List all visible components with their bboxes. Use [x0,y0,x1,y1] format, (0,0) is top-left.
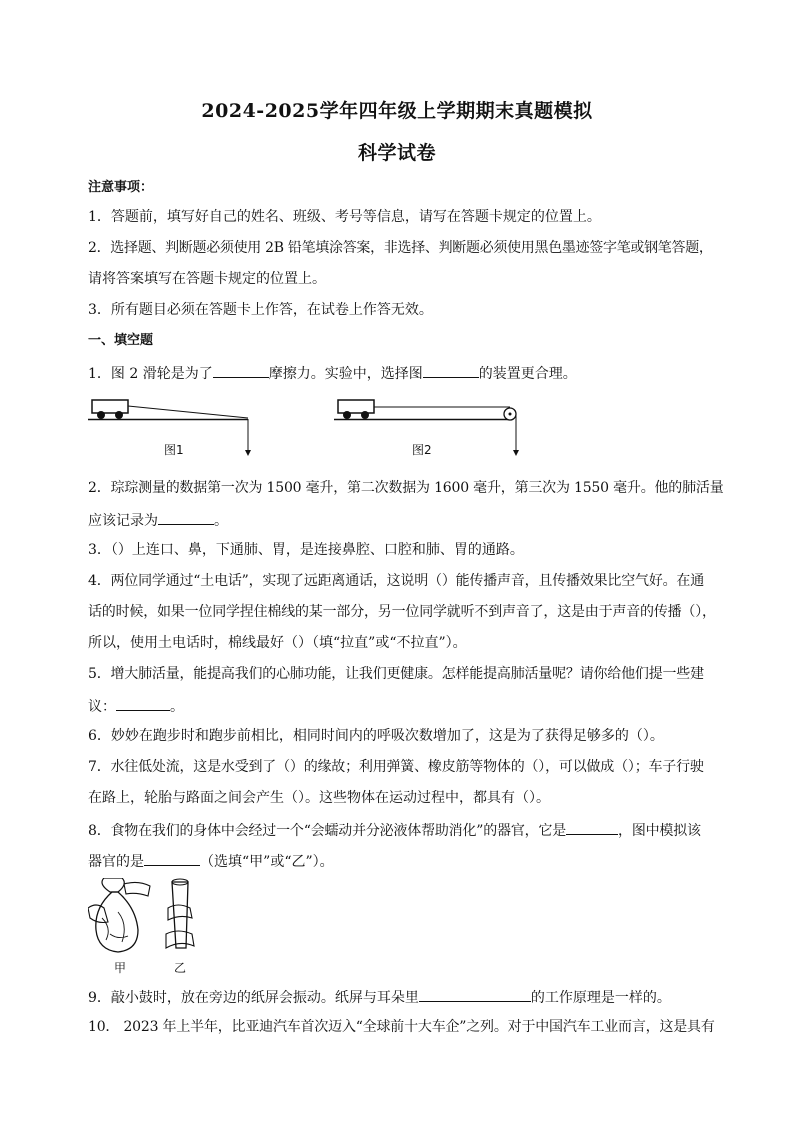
q9-text-b: 的工作原理是一样的。 [530,990,671,1006]
fig2-wheel-right [361,411,369,419]
q1-text-a: 1．图 2 滑轮是为了 [88,366,213,382]
page-subtitle: 科学试卷 [357,142,436,164]
question-2: 2．琮琮测量的数据第一次为 1500 毫升，第二次数据为 1600 毫升，第三次为 1550 毫升。他的肺活量 [88,480,724,496]
question-8-cont [88,850,718,872]
question-5: 5．增大肺活量，能提高我们的心肺功能，让我们更健康。怎样能提高肺活量呢？请你给他们提一些建 [88,666,704,682]
notice-item-2-cont: 请将答案填写在答题卡规定的位置上。 [88,271,326,287]
q5-text-a: 议： [88,699,116,715]
q5-blank [116,695,170,711]
figure-2 [334,394,524,464]
fig1-wheel-right [115,411,123,419]
question-7-cont: 在路上，轮胎与路面之间会产生（）。这些物体在运动过程中，都具有（）。 [88,790,550,806]
notice-item-2: 2．选择题、判断题必须使用 2B 铅笔填涂答案，非选择、判断题必须使用黑色墨迹签字笔或钢笔答题， [88,240,713,256]
fig2-arrow [513,450,519,456]
fig1-arrow [245,450,251,456]
q9-blank [419,986,531,1002]
q1-text-c: 的装置更合理。 [478,366,577,382]
q5-text-b: 。 [170,699,184,715]
section-heading: 一、填空题 [88,333,154,348]
question-5-cont [88,695,718,717]
q8-blank-1 [566,819,618,835]
q8-text-d: （选填“甲”或“乙”）。 [200,854,334,870]
notice-heading: 注意事项： [88,180,154,195]
q8-text-c: 器官的是 [88,854,144,870]
figure-stomach-models [88,878,218,978]
question-8 [88,819,718,841]
q9-text-a: 9．敲小鼓时，放在旁边的纸屏会振动。纸屏与耳朵里 [88,990,419,1006]
question-9 [88,986,718,1008]
question-4: 4．两位同学通过“土电话”，实现了远距离通话，这说明（）能传播声音，且传播效果比空气好。在通 [88,573,705,589]
question-10: 10． 2023 年上半年，比亚迪汽车首次迈入“全球前十大车企”之列。对于中国汽车工业而言，这是具有 [88,1019,715,1035]
fig1-caption: 图1 [164,443,184,457]
q1-blank-1 [213,362,269,378]
figure-1 [88,394,258,464]
question-7: 7．水往低处流，这是水受到了（）的缘故；利用弹簧、橡皮筋等物体的（），可以做成（）；车子行驶 [88,759,704,775]
question-6: 6．妙妙在跑步时和跑步前相比，相同时间内的呼吸次数增加了，这是为了获得足够多的（）。 [88,728,664,744]
q2-text-a: 应该记录为 [88,513,158,529]
question-4-cont-2: 所以，使用土电话时，棉线最好（）（填“拉直”或“不拉直”）。 [88,635,467,651]
fig1-cart [92,400,128,413]
question-4-cont-1: 话的时候，如果一位同学捏住棉线的某一部分，另一位同学就听不到声音了，这是由于声音的传播（）， [88,604,716,620]
question-2-cont [88,509,718,531]
fig2-wheel-left [343,411,351,419]
fig2-cart [338,400,374,413]
q1-text-b: 摩擦力。实验中，选择图 [268,366,423,382]
model-yi-tube [166,879,194,948]
q2-text-b: 。 [214,513,228,529]
q8-blank-2 [144,850,200,866]
notice-item-1: 1．答题前，填写好自己的姓名、班级、考号等信息，请写在答题卡规定的位置上。 [88,209,601,225]
page-title: 2024-2025学年四年级上学期期末真题模拟 [201,100,593,122]
fig1-wheel-left [97,411,105,419]
label-yi: 乙 [174,961,187,975]
q8-text-b: ，图中模拟该 [618,823,701,839]
notice-item-3: 3．所有题目必须在答题卡上作答，在试卷上作答无效。 [88,302,433,318]
fig2-caption: 图2 [412,443,432,457]
question-1 [88,362,718,384]
q1-blank-2 [423,362,479,378]
fig2-pulley-axle [509,413,512,416]
label-jia: 甲 [114,961,127,975]
question-3: 3．（）上连口、鼻，下通肺、胃，是连接鼻腔、口腔和肺、胃的通路。 [88,542,524,558]
q2-blank [158,509,214,525]
model-jia-bag [88,878,150,952]
fig1-string [128,406,248,418]
q8-text-a: 8．食物在我们的身体中会经过一个“会蠕动并分泌液体帮助消化”的器官，它是 [88,823,567,839]
